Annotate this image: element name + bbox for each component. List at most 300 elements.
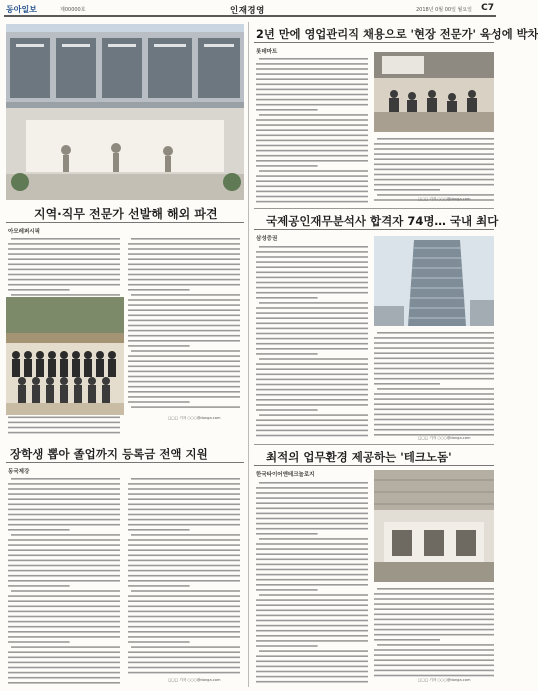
text-line	[128, 606, 240, 608]
text-line	[8, 509, 120, 511]
text-line	[8, 427, 120, 429]
text-line	[8, 529, 70, 531]
text-line	[128, 585, 190, 587]
text-line	[128, 243, 240, 245]
text-line	[256, 569, 368, 571]
text-line	[8, 641, 70, 643]
text-line	[256, 599, 368, 601]
text-line	[256, 655, 368, 657]
credit-left-bottom: □□□ 기자 ○○○@donga.com	[168, 678, 221, 682]
text-line	[374, 373, 494, 375]
text-line	[128, 555, 240, 557]
text-line	[374, 143, 494, 145]
text-line	[128, 616, 240, 618]
text-line	[374, 603, 494, 605]
text-line	[128, 672, 240, 674]
text-line	[374, 675, 494, 677]
text-line	[128, 386, 240, 388]
text-line	[374, 153, 494, 155]
text-lines	[374, 136, 494, 202]
rule-right-mid-top	[254, 208, 494, 209]
text-line	[128, 575, 240, 577]
text-line	[128, 325, 240, 327]
text-line	[256, 574, 368, 576]
text-line	[8, 493, 120, 495]
text-line	[8, 682, 120, 684]
office-interior-illustration	[374, 470, 494, 582]
text-line	[374, 179, 494, 181]
text-line	[256, 528, 368, 530]
text-line	[374, 659, 494, 661]
text-line	[256, 389, 368, 391]
text-line	[256, 610, 368, 612]
body-text-right-top-col2	[374, 136, 494, 202]
text-line	[259, 302, 368, 304]
text-line	[8, 600, 120, 602]
text-line	[128, 580, 240, 582]
byline-right-bottom: 한국타이어앤테크놀로지	[256, 472, 315, 478]
text-line	[256, 150, 368, 152]
text-line	[128, 611, 240, 613]
text-line	[374, 189, 440, 191]
text-line	[256, 487, 368, 489]
text-line	[256, 165, 318, 167]
text-line	[256, 251, 368, 253]
text-line	[256, 497, 368, 499]
text-line	[256, 523, 368, 525]
text-line	[128, 366, 240, 368]
rule-right-mid	[254, 229, 494, 230]
text-line	[8, 243, 120, 245]
text-line	[128, 667, 240, 669]
text-lines	[374, 586, 494, 676]
text-line	[8, 631, 120, 633]
text-line	[128, 631, 240, 633]
text-line	[374, 654, 494, 656]
byline-right-top: 롯데마트	[256, 49, 278, 55]
text-line	[256, 630, 368, 632]
text-line	[8, 606, 120, 608]
text-line	[374, 598, 494, 600]
text-line	[128, 514, 240, 516]
text-line	[374, 629, 494, 631]
text-line	[128, 360, 240, 362]
text-line	[256, 109, 318, 111]
text-line	[8, 524, 120, 526]
text-line	[8, 248, 120, 250]
text-line	[256, 73, 368, 75]
text-line	[259, 358, 368, 360]
text-line	[128, 539, 240, 541]
body-text-right-mid-col1	[256, 244, 368, 440]
text-line	[8, 672, 120, 674]
text-line	[128, 504, 240, 506]
text-line	[256, 256, 368, 258]
text-line	[256, 548, 368, 550]
text-line	[8, 585, 70, 587]
text-line	[256, 119, 368, 121]
text-line	[256, 676, 368, 678]
training-session-photo	[374, 52, 494, 132]
text-line	[256, 191, 368, 193]
text-line	[259, 114, 368, 116]
text-line	[131, 238, 240, 240]
text-line	[8, 636, 120, 638]
credit-right-bottom: □□□ 기자 ○○○@donga.com	[418, 678, 471, 682]
byline-right-mid: 삼성증권	[256, 236, 278, 242]
text-line	[256, 272, 368, 274]
text-line	[8, 514, 120, 516]
classroom-illustration	[374, 52, 494, 132]
body-text-right-bottom-col1	[256, 480, 368, 686]
text-line	[128, 345, 190, 347]
newspaper-name: 동아일보	[6, 5, 37, 14]
text-line	[256, 666, 368, 668]
text-line	[8, 269, 120, 271]
masthead	[4, 3, 496, 17]
text-line	[256, 338, 368, 340]
text-line	[131, 534, 240, 536]
credit-left-top: □□□ 기자 ○○○@donga.com	[168, 416, 221, 420]
text-line	[374, 378, 494, 380]
text-line	[8, 289, 70, 291]
text-line	[259, 58, 368, 60]
text-line	[128, 636, 240, 638]
text-line	[8, 539, 120, 541]
text-line	[374, 337, 494, 339]
technodome-photo	[374, 470, 494, 582]
text-line	[128, 289, 190, 291]
text-line	[128, 320, 240, 322]
text-line	[256, 661, 368, 663]
text-line	[377, 644, 494, 646]
headline-right-top: 2년 만에 영업관리직 채용으로 '현장 전문가' 육성에 박차	[256, 28, 538, 41]
text-line	[256, 186, 368, 188]
text-line	[374, 383, 440, 385]
text-line	[256, 135, 368, 137]
text-lines	[256, 480, 368, 686]
text-line	[8, 616, 120, 618]
column-divider	[248, 22, 249, 687]
text-line	[256, 508, 368, 510]
text-line	[374, 414, 494, 416]
text-line	[128, 279, 240, 281]
text-line	[8, 488, 120, 490]
text-line	[128, 309, 240, 311]
text-line	[128, 570, 240, 572]
group-ceremony-photo	[6, 297, 124, 415]
text-line	[131, 478, 240, 480]
publication-date: 2018년 0월 00일 월요일	[415, 7, 472, 13]
text-line	[256, 328, 368, 330]
text-line	[377, 588, 494, 590]
text-line	[8, 253, 120, 255]
body-text-right-mid-col2	[374, 330, 494, 438]
text-line	[256, 287, 368, 289]
text-line	[128, 396, 240, 398]
text-line	[128, 529, 190, 531]
text-line	[256, 124, 368, 126]
text-line	[259, 538, 368, 540]
text-line	[256, 196, 368, 198]
text-line	[374, 347, 494, 349]
text-line	[374, 670, 494, 672]
text-line	[256, 317, 368, 319]
text-line	[131, 294, 240, 296]
text-line	[256, 513, 368, 515]
text-line	[377, 138, 494, 140]
text-line	[128, 304, 240, 306]
text-line	[374, 424, 494, 426]
text-lines	[256, 56, 368, 204]
text-line	[256, 379, 368, 381]
text-line	[256, 604, 368, 606]
text-line	[128, 488, 240, 490]
rule-left-top	[6, 222, 244, 223]
text-lines	[8, 476, 120, 688]
text-line	[256, 492, 368, 494]
text-line	[259, 594, 368, 596]
text-line	[374, 164, 494, 166]
text-line	[11, 238, 120, 240]
text-line	[374, 634, 494, 636]
text-line	[128, 519, 240, 521]
text-line	[128, 493, 240, 495]
text-line	[256, 615, 368, 617]
text-line	[8, 498, 120, 500]
text-line	[256, 363, 368, 365]
text-line	[256, 579, 368, 581]
text-line	[256, 502, 368, 504]
text-line	[128, 621, 240, 623]
text-line	[8, 611, 120, 613]
text-line	[256, 543, 368, 545]
text-line	[256, 394, 368, 396]
finance-hq-photo	[374, 236, 494, 326]
text-line	[128, 381, 240, 383]
text-line	[256, 155, 368, 157]
text-line	[377, 194, 494, 196]
headline-left-bottom: 장학생 뽑아 졸업까지 등록금 전액 지원	[10, 447, 208, 461]
text-line	[128, 391, 240, 393]
text-line	[374, 429, 494, 431]
text-lines	[256, 244, 368, 440]
text-line	[128, 371, 240, 373]
text-line	[131, 646, 240, 648]
text-line	[374, 184, 494, 186]
text-line	[8, 504, 120, 506]
text-line	[128, 626, 240, 628]
issue-number: 제00000호	[60, 7, 86, 13]
text-line	[8, 626, 120, 628]
text-line	[128, 595, 240, 597]
text-line	[128, 335, 240, 337]
text-line	[128, 258, 240, 260]
text-line	[256, 175, 368, 177]
text-line	[256, 589, 318, 591]
text-line	[128, 401, 190, 403]
text-line	[377, 332, 494, 334]
text-line	[8, 565, 120, 567]
text-line	[128, 549, 240, 551]
text-line	[256, 323, 368, 325]
text-line	[128, 248, 240, 250]
text-line	[8, 657, 120, 659]
text-line	[11, 294, 120, 296]
text-line	[8, 549, 120, 551]
text-line	[8, 677, 120, 679]
text-line	[128, 355, 240, 357]
text-line	[256, 518, 368, 520]
text-line	[128, 509, 240, 511]
text-line	[256, 435, 368, 437]
text-line	[256, 84, 368, 86]
credit-right-mid: □□□ 기자 ○○○@donga.com	[418, 436, 471, 440]
text-line	[256, 297, 318, 299]
text-line	[256, 63, 368, 65]
headline-left-top: 지역·직무 전문가 선발해 해외 파견	[34, 207, 218, 221]
text-line	[256, 180, 368, 182]
text-line	[259, 414, 368, 416]
text-line	[11, 534, 120, 536]
text-line	[8, 432, 120, 434]
text-line	[256, 564, 368, 566]
text-line	[131, 590, 240, 592]
text-line	[256, 282, 368, 284]
text-line	[256, 333, 368, 335]
text-line	[256, 374, 368, 376]
text-line	[8, 595, 120, 597]
text-line	[8, 483, 120, 485]
text-line	[256, 292, 368, 294]
text-line	[256, 78, 368, 80]
rule-right-top	[254, 42, 494, 43]
text-line	[8, 279, 120, 281]
text-line	[256, 645, 318, 647]
text-line	[8, 544, 120, 546]
text-line	[128, 657, 240, 659]
text-line	[8, 560, 120, 562]
text-line	[256, 68, 368, 70]
building-illustration	[6, 24, 244, 200]
text-line	[8, 580, 120, 582]
text-line	[128, 299, 240, 301]
text-line	[128, 565, 240, 567]
text-line	[377, 388, 494, 390]
text-lines	[128, 476, 240, 674]
text-line	[256, 419, 368, 421]
text-line	[256, 620, 368, 622]
text-line	[8, 264, 120, 266]
text-line	[8, 575, 120, 577]
text-line	[374, 398, 494, 400]
text-line	[128, 315, 240, 317]
text-line	[259, 482, 368, 484]
text-line	[256, 277, 368, 279]
text-line	[259, 246, 368, 248]
text-line	[8, 667, 120, 669]
text-line	[256, 140, 368, 142]
text-line	[256, 553, 368, 555]
headline-right-bottom: 최적의 업무환경 제공하는 '테크노돔'	[266, 450, 452, 464]
text-line	[256, 584, 368, 586]
text-line	[374, 665, 494, 667]
text-line	[11, 590, 120, 592]
text-line	[374, 174, 494, 176]
text-line	[128, 600, 240, 602]
office-building-photo	[6, 24, 244, 200]
text-line	[256, 266, 368, 268]
text-line	[128, 330, 240, 332]
text-line	[8, 417, 120, 419]
text-line	[128, 264, 240, 266]
text-line	[128, 340, 240, 342]
text-line	[259, 650, 368, 652]
text-line	[374, 368, 494, 370]
text-line	[256, 559, 368, 561]
text-line	[256, 261, 368, 263]
text-line	[374, 403, 494, 405]
text-line	[128, 274, 240, 276]
rule-left-bottom	[6, 462, 244, 463]
text-line	[256, 671, 368, 673]
text-line	[256, 409, 318, 411]
text-line	[128, 651, 240, 653]
text-line	[11, 646, 120, 648]
body-text-right-bottom-col2	[374, 586, 494, 676]
text-line	[256, 94, 368, 96]
text-line	[8, 555, 120, 557]
body-text-left-bottom-col1	[8, 476, 120, 688]
text-line	[256, 353, 318, 355]
text-line	[374, 619, 494, 621]
byline-left-top: 아모레퍼시픽	[8, 229, 40, 235]
text-line	[374, 358, 494, 360]
text-line	[256, 430, 368, 432]
text-line	[256, 640, 368, 642]
text-line	[256, 201, 368, 203]
text-line	[256, 307, 368, 309]
text-line	[374, 649, 494, 651]
text-line	[259, 170, 368, 172]
text-line	[128, 253, 240, 255]
text-line	[128, 284, 240, 286]
text-line	[256, 399, 368, 401]
body-text-right-top-col1	[256, 56, 368, 204]
page-number: C7	[481, 3, 494, 13]
text-line	[131, 350, 240, 352]
text-line	[131, 406, 240, 408]
text-line	[374, 624, 494, 626]
text-line	[374, 342, 494, 344]
text-line	[256, 104, 368, 106]
text-line	[374, 639, 440, 641]
credit-right-top: □□□ 기자 ○○○@donga.com	[418, 197, 471, 201]
text-line	[128, 524, 240, 526]
text-line	[128, 560, 240, 562]
text-line	[8, 662, 120, 664]
text-line	[8, 422, 120, 424]
text-line	[128, 269, 240, 271]
text-line	[374, 419, 494, 421]
text-line	[128, 376, 240, 378]
text-line	[256, 129, 368, 131]
text-line	[374, 169, 494, 171]
text-line	[256, 635, 368, 637]
text-line	[374, 363, 494, 365]
text-lines	[374, 330, 494, 438]
body-text-left-top-col2	[128, 236, 240, 412]
